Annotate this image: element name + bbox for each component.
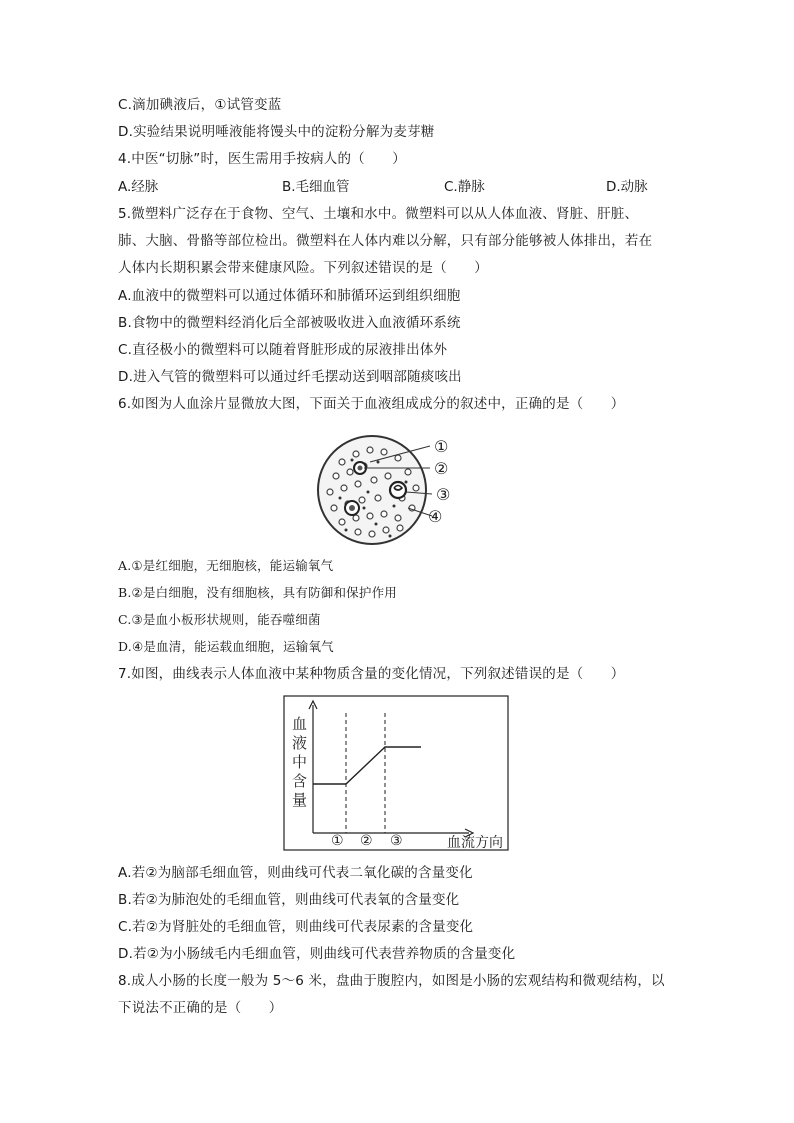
segment-label-2: ②	[360, 833, 373, 849]
q6-option-d: D.④是血清，能运载血细胞，运输氧气	[118, 639, 334, 654]
x-axis-label: 血流方向	[447, 835, 503, 851]
q4-option-c: C.静脉	[444, 179, 485, 195]
ylabel-char-5: 量	[292, 791, 308, 809]
ylabel-char-1: 血	[292, 715, 308, 733]
segment-label-1: ①	[331, 833, 344, 849]
q6-option-a: A.①是红细胞，无细胞核，能运输氧气	[118, 558, 334, 573]
segment-label-3: ③	[390, 833, 403, 849]
q7-option-b: B.若②为肺泡处的毛细血管，则曲线可代表氧的含量变化	[118, 892, 460, 908]
figure-frame	[284, 696, 508, 850]
question-6: 6.如图为人血涂片显微放大图，下面关于血液组成成分的叙述中，正确的是（ ）	[118, 396, 625, 412]
content-curve-figure	[283, 695, 511, 853]
question-7: 7.如图，曲线表示人体血液中某种物质含量的变化情况，下列叙述错误的是（ ）	[118, 666, 625, 682]
question-5-line3: 人体内长期积累会带来健康风险。下列叙述错误的是（ ）	[118, 260, 488, 276]
q4-option-d: D.动脉	[606, 179, 648, 195]
question-4: 4.中医“切脉”时，医生需用手按病人的（ ）	[118, 151, 406, 167]
q4-option-a: A.经脉	[118, 179, 159, 195]
q5-option-d: D.进入气管的微塑料可以通过纤毛摆动送到咽部随痰咳出	[118, 369, 462, 385]
blood-smear-figure	[312, 432, 482, 552]
question-5-line2: 肺、大脑、骨骼等部位检出。微塑料在人体内难以分解，只有部分能够被人体排出，若在	[118, 233, 653, 249]
option-c-prev: C.滴加碘液后，①试管变蓝	[118, 97, 282, 113]
label-4: ④	[428, 507, 443, 526]
label-1: ①	[434, 437, 449, 456]
q4-option-b: B.毛细血管	[282, 179, 350, 195]
q6-option-c: C.③是血小板形状规则，能吞噬细菌	[118, 612, 321, 627]
label-3: ③	[436, 485, 451, 504]
question-5-line1: 5.微塑料广泛存在于食物、空气、土壤和水中。微塑料可以从人体血液、肾脏、肝脏、	[118, 206, 639, 222]
q7-option-d: D.若②为小肠绒毛内毛细血管，则曲线可代表营养物质的含量变化	[118, 946, 516, 962]
q5-option-b: B.食物中的微塑料经消化后全部被吸收进入血液循环系统	[118, 315, 461, 331]
q5-option-a: A.血液中的微塑料可以通过体循环和肺循环运到组织细胞	[118, 288, 461, 304]
question-8-line1: 8.成人小肠的长度一般为 5～6 米，盘曲于腹腔内，如图是小肠的宏观结构和微观结构，以	[118, 973, 665, 989]
question-8-line2: 下说法不正确的是（ ）	[118, 1000, 283, 1016]
q6-option-b: B.②是白细胞，没有细胞核，具有防御和保护作用	[118, 585, 397, 600]
ylabel-char-4: 含	[292, 772, 308, 790]
q5-option-c: C.直径极小的微塑料可以随着肾脏形成的尿液排出体外	[118, 342, 448, 358]
option-d-prev: D.实验结果说明唾液能将馒头中的淀粉分解为麦芽糖	[118, 124, 435, 140]
ylabel-char-3: 中	[292, 753, 308, 771]
q7-option-c: C.若②为肾脏处的毛细血管，则曲线可代表尿素的含量变化	[118, 919, 474, 935]
label-2: ②	[434, 459, 449, 478]
q7-option-a: A.若②为脑部毛细血管，则曲线可代表二氧化碳的含量变化	[118, 865, 473, 881]
ylabel-char-2: 液	[292, 734, 308, 752]
